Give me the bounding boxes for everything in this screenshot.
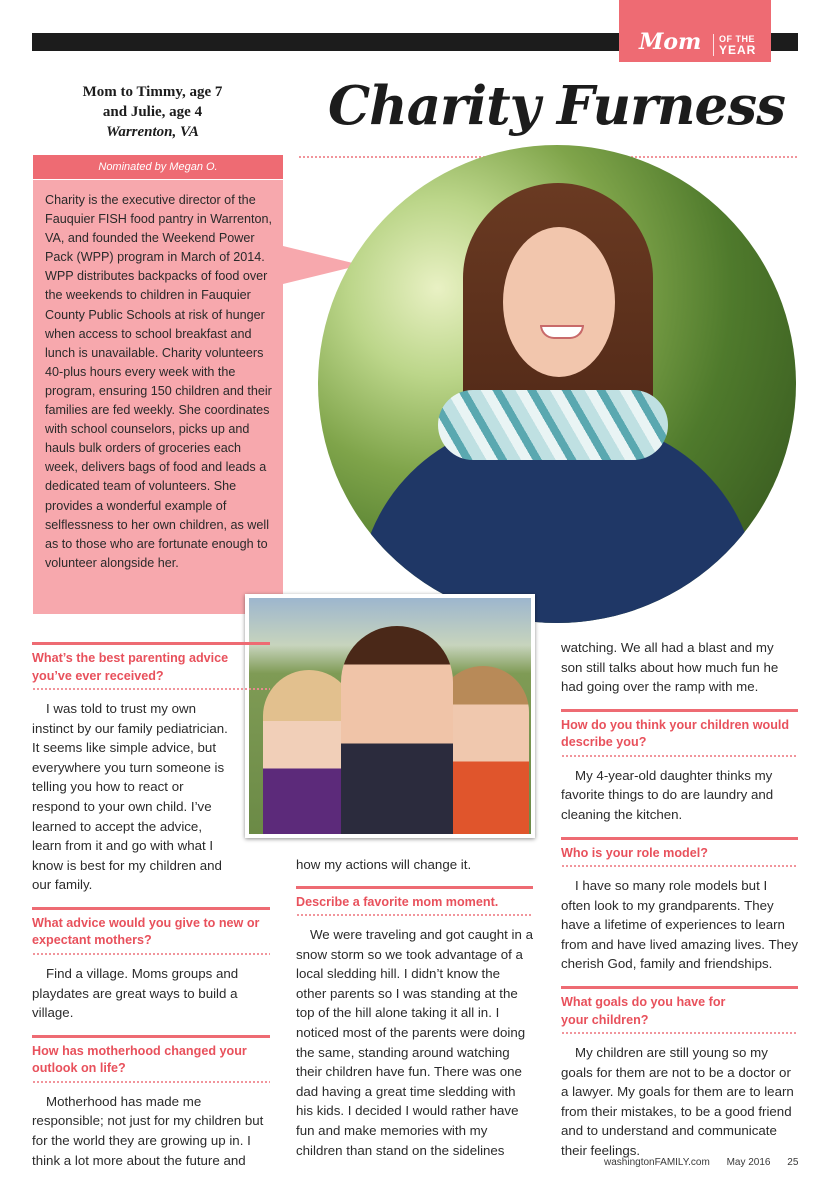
- answer-text: I have so many role models but I often look to my grandparents. They have a lifetime of experiences to learn from and have lived amazing lives. They cherish God, family and friendships.: [561, 878, 799, 972]
- question-dots: [32, 1080, 270, 1084]
- question-dots: [32, 687, 270, 691]
- badge-year: YEAR: [719, 43, 757, 57]
- location: Warrenton, VA: [106, 124, 199, 140]
- question-heading: What advice would you give to new or expectant mothers?: [32, 915, 260, 948]
- family-photo-image: [249, 598, 531, 834]
- portrait-scarf: [438, 390, 668, 460]
- portrait-photo: [318, 145, 796, 623]
- footer-site: washingtonFAMILY.com: [604, 1157, 710, 1168]
- page-footer: [604, 1157, 798, 1168]
- answer-text: Find a village. Moms groups and playdates are great ways to build a village.: [32, 965, 239, 1021]
- question-heading: Who is your role model?: [561, 845, 708, 860]
- question-dots: [561, 1031, 798, 1035]
- answer-text: We were traveling and got caught in a snow storm so we took advantage of a local sledding hill. I didn’t know the other parents so I was standing at the top of the hill alone taking it all in. I noticed most of the parents were doing the same, standing around watching their children have fun. There was one dad having a great time sledding with his kids. I decided I would rather have fun and make memories with my children than stand on the sidelines: [296, 927, 533, 1158]
- nominated-by: Nominated by Megan O.: [33, 155, 283, 179]
- answer-text: Motherhood has made me responsible; not just for my children but for the world they are growing up in. I think a lot more about the future and: [32, 1093, 264, 1168]
- answer-text: My 4-year-old daughter thinks my favorite things to do are laundry and cleaning the kitchen.: [561, 767, 774, 822]
- badge-divider: [713, 34, 714, 56]
- answer-continued: how my actions will change it.: [296, 857, 472, 872]
- mom-info: [40, 82, 265, 142]
- column-3: [561, 638, 798, 1161]
- badge-mom: Mom: [639, 29, 702, 55]
- bio-text: Charity is the executive director of the Fauquier FISH food pantry in Warrenton, VA, and founded the Weekend Power Pack (WPP) program in March of 2014. WPP distributes backpacks of food over the weekends to children in Fauquier County Public Schools at risk of hunger when access to school breakfast and lunch is unavailable. Charity volunteers 40-plus hours every week with the program, ensuring 150 children and their families are fed weekly. She coordinates with school counselors, picks up and hauls bulk orders of groceries each week, delivers bags of food and leads a dedicated team of volunteers. She provides a wonderful example of selflessness to her own children, as well as to those who are fortunate enough to volunteer alongside her.: [45, 193, 273, 570]
- footer-issue: May 2016: [726, 1157, 771, 1168]
- answer-continued: watching. We all had a blast and my son still talks about how much fun he had going over the ramp with me.: [561, 640, 779, 695]
- family-photo: [245, 594, 535, 838]
- answer-text: My children are still young so my goals for them are not to be a doctor or a lawyer. My goals for them are to learn from their mistakes, to be a good friend and to understand and communicate their feelings.: [561, 1045, 794, 1158]
- answer-text: I was told to trust my own instinct by our family pediatrician. It seems like simple advice, but everywhere you turn someone is telling you how to react or respond to your own child. I’ve learned to accept the advice, learn from it and go with what I know is best for my children and our family.: [32, 701, 228, 893]
- question-heading: What goals do you have for your children?: [561, 995, 726, 1027]
- mother-figure: [341, 626, 453, 834]
- mom-of-the-year-badge: [619, 0, 771, 62]
- footer-page-number: 25: [787, 1157, 799, 1168]
- question-heading: Describe a favorite mom moment.: [296, 894, 499, 909]
- question-dots: [561, 864, 798, 868]
- portrait-face: [503, 227, 615, 377]
- question-dots: [32, 952, 270, 956]
- mom-to-line2: and Julie, age 4: [102, 104, 203, 120]
- mom-to-line1: Mom to Timmy, age 7: [82, 84, 223, 100]
- badge-of-the: OF THE: [719, 34, 755, 44]
- column-1: [32, 642, 270, 1170]
- question-heading: How has motherhood changed your outlook on life?: [32, 1043, 247, 1076]
- question-dots: [296, 913, 533, 917]
- column-2: [296, 855, 533, 1160]
- page-title: Charity Furness: [328, 75, 785, 137]
- question-dots: [561, 754, 798, 758]
- question-heading: How do you think your children would describe you?: [561, 717, 790, 750]
- question-heading: What’s the best parenting advice you’ve ever received?: [32, 651, 229, 683]
